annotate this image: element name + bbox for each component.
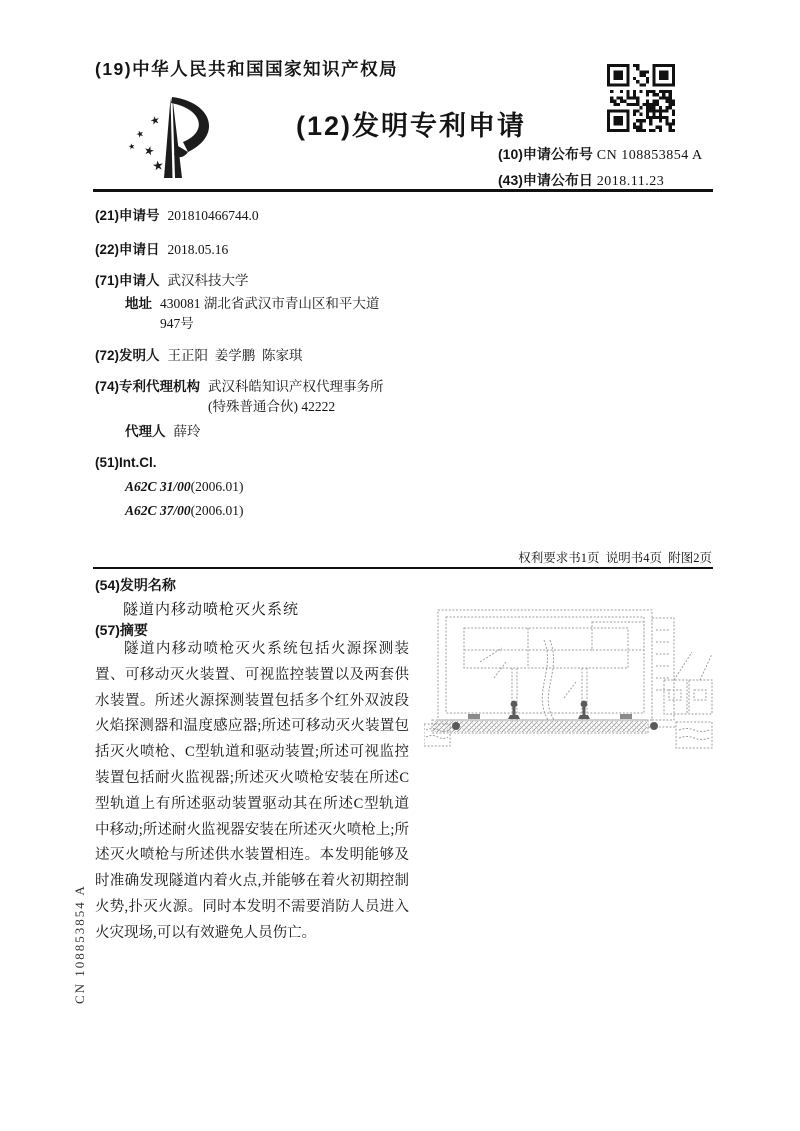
applicant-value: 武汉科技大学 [167, 273, 249, 288]
abstract-text: 隧道内移动喷枪灭火系统包括火源探测装置、可移动灭火装置、可视监控装置以及两套供水装置。所述火源探测装置包括多个红外双波段火焰探测器和温度感应器;所述可移动灭火装置包括灭火喷枪、C型轨道和驱动装置;所述可视监控装置包括耐火监视器;所述灭火喷枪安装在所述C型轨道上有所述驱动装置驱动其在所述C型轨道中移动;所述耐火监视器安装在所述灭火喷枪上;所述灭火喷枪与所述供水装置相连。本发明能够及时准确发现隧道内着火点,并能够在着火初期控制火势,扑灭火源。同时本发明不需要消防人员进入火灾现场,可以有效避免人员伤亡。 [95, 641, 409, 941]
svg-text:★: ★ [151, 158, 165, 175]
invention-title: 隧道内移动喷枪灭火系统 [123, 602, 300, 618]
publication-number-row [498, 142, 703, 168]
app-number-label: (21)申请号 [95, 208, 160, 223]
intcl-entry: A62C 31/00(2006.01) [125, 479, 244, 494]
agent-label: 代理人 [125, 424, 166, 439]
agency-row [95, 377, 461, 417]
inventors-row [95, 346, 461, 366]
pub-date-label: (43)申请公布日 [498, 172, 593, 188]
applicant-label: (71)申请人 [95, 273, 160, 288]
office-name: (19)中华人民共和国国家知识产权局 [95, 59, 399, 79]
svg-text:★: ★ [148, 112, 162, 129]
publication-block [498, 142, 703, 194]
pages-summary: 权利要求书1页 说明书4页 附图2页 [518, 551, 712, 565]
agency-value: 武汉科皓知识产权代理事务所(特殊普通合伙) 42222 [208, 379, 384, 414]
svg-text:★: ★ [134, 128, 146, 142]
agency-label: (74)专利代理机构 [95, 379, 201, 394]
section-divider [93, 567, 713, 569]
app-number-value: 201810466744.0 [167, 208, 259, 223]
address-value: 430081 湖北省武汉市青山区和平大道947号 [160, 296, 380, 331]
app-date-value: 2018.05.16 [167, 242, 229, 257]
abstract-label: (57)摘要 [95, 622, 148, 638]
applicant-row [95, 271, 461, 291]
address-row [95, 294, 461, 334]
invention-title-label: (54)发明名称 [95, 577, 176, 593]
qr-code-icon [607, 64, 675, 132]
inventors-label: (72)发明人 [95, 348, 160, 363]
header-divider [93, 189, 713, 192]
abstract-drawing [424, 600, 714, 768]
svg-text:★: ★ [142, 142, 157, 159]
pub-number-value: CN 108853854 A [596, 148, 703, 163]
application-number-row [95, 206, 461, 226]
bibliographic-block [95, 200, 461, 521]
pub-date-value: 2018.11.23 [596, 174, 665, 189]
side-publication-code: CN 108853854 A [72, 884, 87, 1004]
app-date-label: (22)申请日 [95, 242, 160, 257]
svg-text:★: ★ [127, 141, 137, 152]
application-date-row [95, 240, 461, 260]
intcl-label: (51)Int.Cl. [95, 455, 157, 470]
agent-row [95, 422, 461, 442]
inventors-value: 王正阳 姜学鹏 陈家琪 [167, 348, 303, 363]
intcl-row [95, 453, 461, 473]
document-type-title: (12)发明专利申请 [296, 111, 527, 141]
cnipa-logo-icon [122, 90, 238, 184]
intcl-entry: A62C 37/00(2006.01) [125, 503, 244, 518]
agent-value: 薛玲 [173, 424, 201, 439]
address-label: 地址 [125, 296, 152, 311]
pub-number-label: (10)申请公布号 [498, 146, 593, 162]
